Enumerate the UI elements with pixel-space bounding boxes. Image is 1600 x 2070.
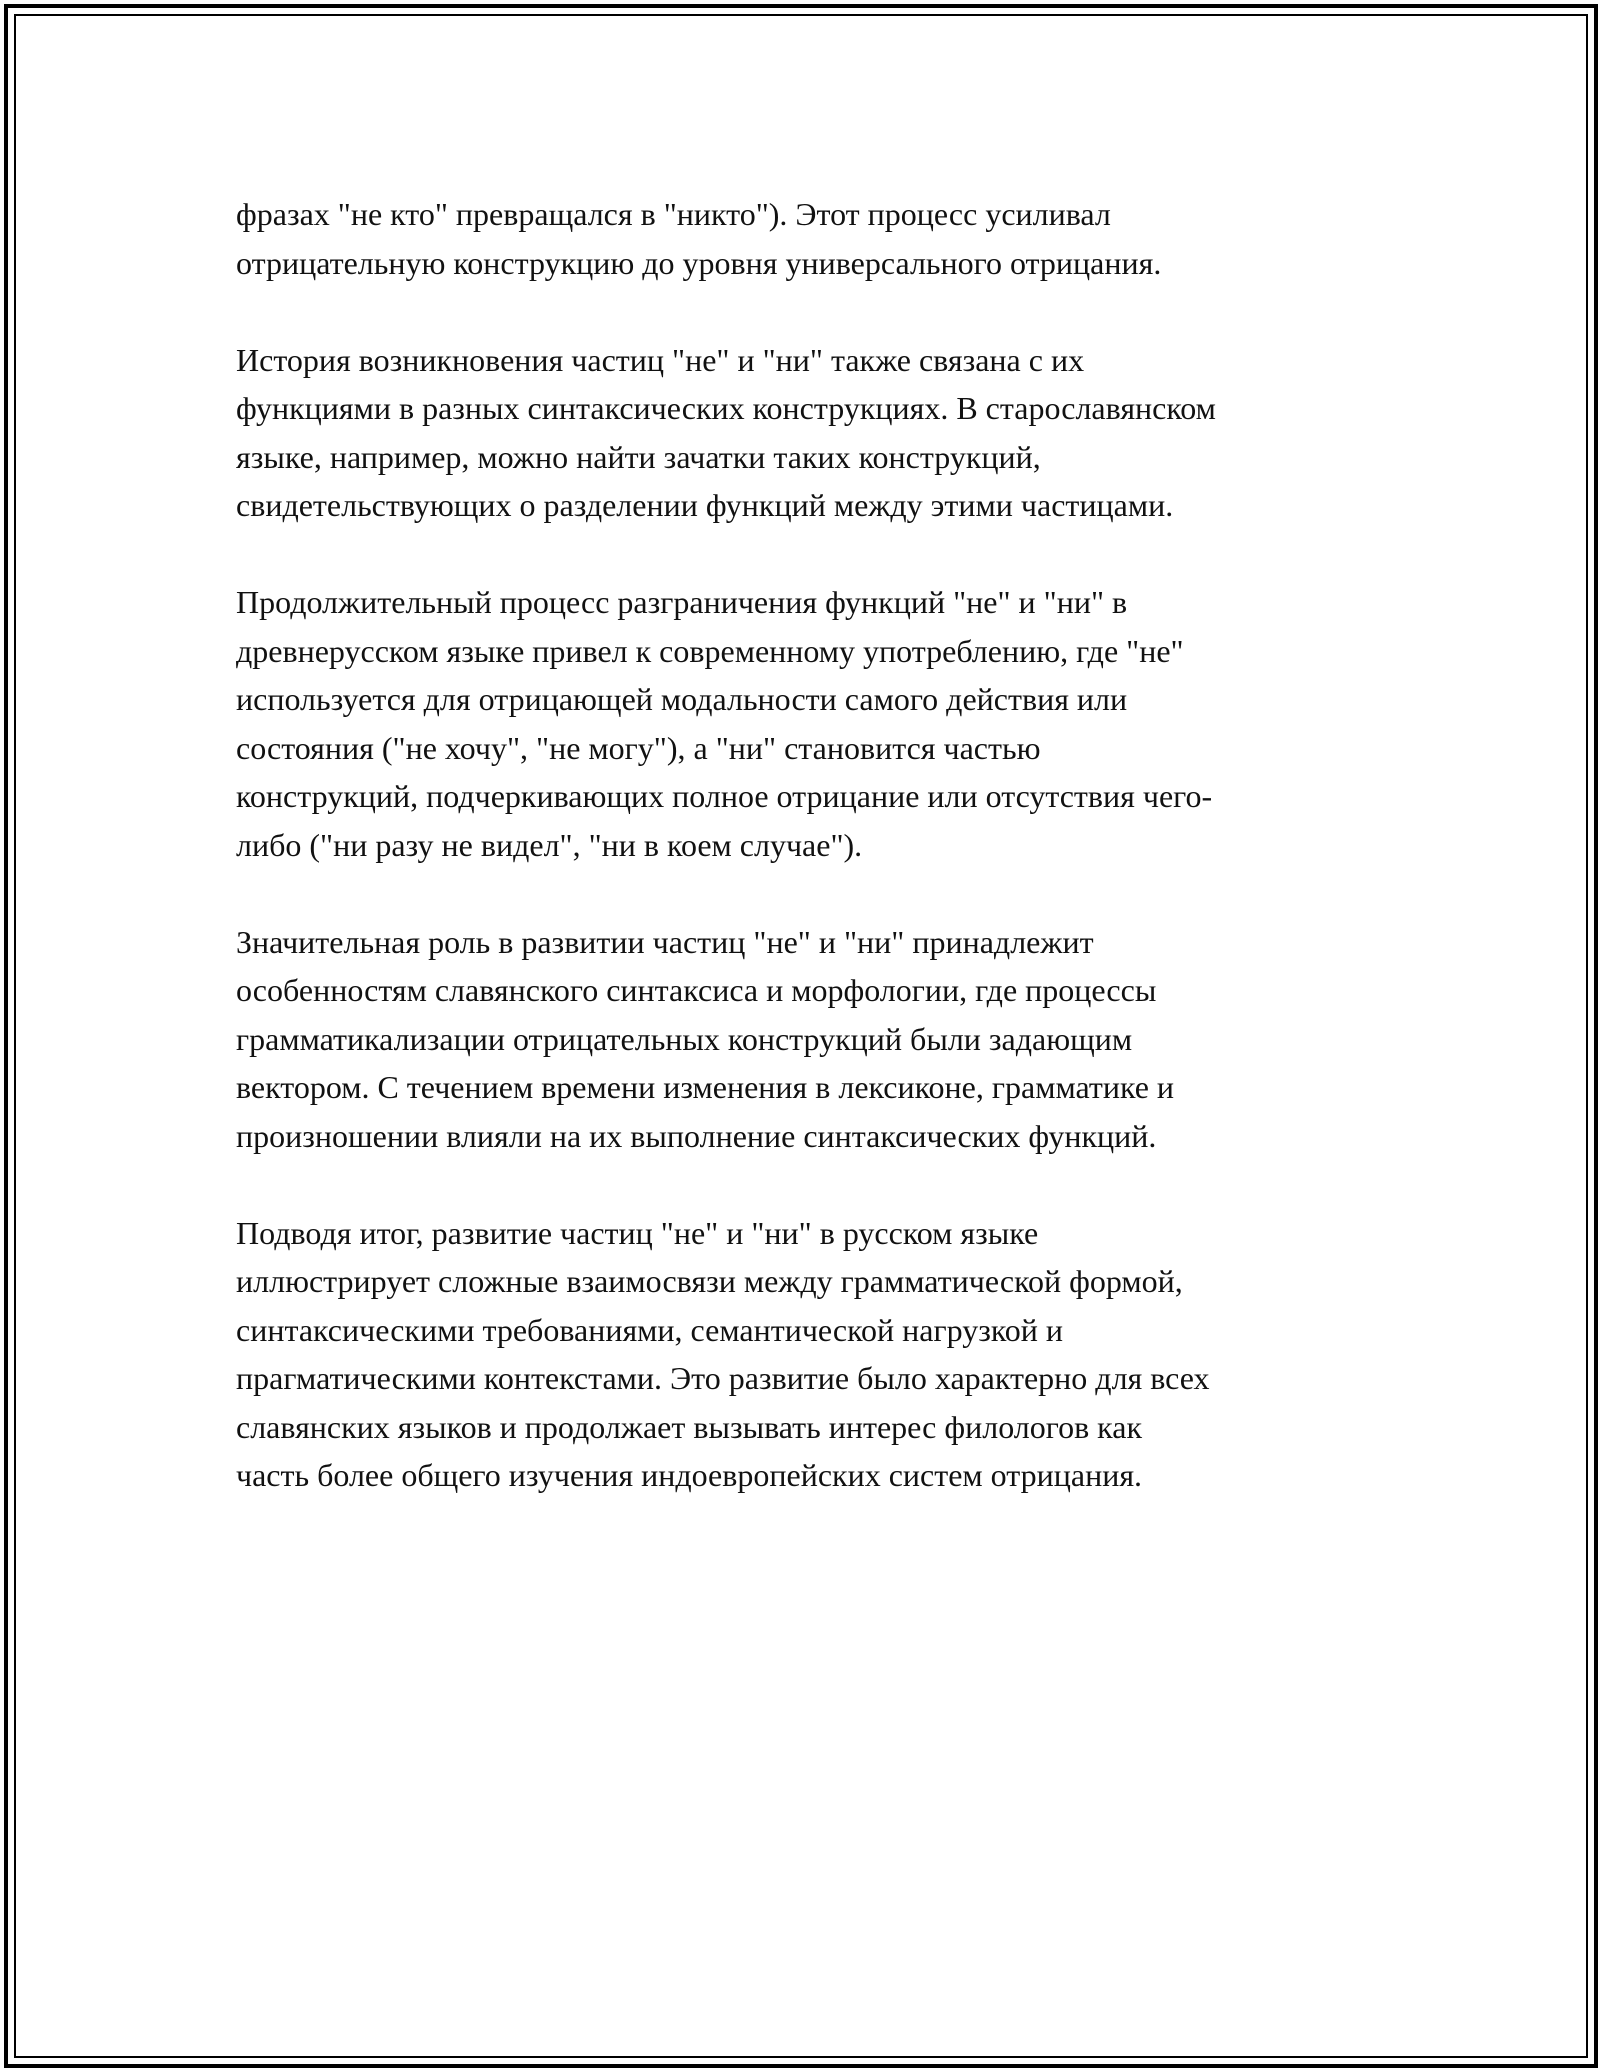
text-line: особенностям славянского синтаксиса и морфологии, где процессы xyxy=(236,972,1157,1008)
text-line: часть более общего изучения индоевропейских систем отрицания. xyxy=(236,1457,1143,1493)
text-line: либо ("ни разу не видел", "ни в коем случае"). xyxy=(236,826,863,863)
text-line: конструкций, подчеркивающих полное отрицание или отсутствия чего- xyxy=(236,778,1213,814)
text-line: фразах "не кто" превращался в "никто"). Этот процесс усиливал xyxy=(236,196,1111,232)
paragraph xyxy=(236,1209,1366,1500)
text-line: славянских языков и продолжает вызывать интерес филологов как xyxy=(236,1408,1142,1445)
text-line: языке, например, можно найти зачатки таких конструкций, xyxy=(236,438,1041,475)
text-line: грамматикализации отрицательных конструкций были задающим xyxy=(236,1020,1133,1057)
paragraph xyxy=(236,918,1366,1161)
text-line: отрицательную конструкцию до уровня универсального отрицания. xyxy=(236,244,1162,281)
document-body xyxy=(236,190,1366,1548)
text-line: используется для отрицающей модальности самого действия или xyxy=(236,681,1128,717)
text-line: прагматическими контекстами. Это развитие было характерно для всех xyxy=(236,1360,1210,1396)
text-line: Подводя итог, развитие частиц "не" и "ни" в русском языке xyxy=(236,1214,1039,1251)
text-line: История возникновения частиц "не" и "ни" также связана с их xyxy=(236,341,1085,378)
text-line: древнерусском языке привел к современному употреблению, где "не" xyxy=(236,632,1184,669)
text-line: синтаксическими требованиями, семантической нагрузкой и xyxy=(236,1311,1063,1348)
text-line: вектором. С течением времени изменения в лексиконе, грамматике и xyxy=(236,1069,1175,1105)
text-line: произношении влияли на их выполнение синтаксических функций. xyxy=(236,1117,1157,1154)
paragraph xyxy=(236,336,1366,530)
text-line: Продолжительный процесс разграничения функций "не" и "ни" в xyxy=(236,584,1128,620)
text-line: Значительная роль в развитии частиц "не" и "ни" принадлежит xyxy=(236,923,1094,960)
text-line: свидетельствующих о разделении функций между этими частицами. xyxy=(236,487,1174,523)
paragraph xyxy=(236,578,1366,869)
text-line: иллюстрирует сложные взаимосвязи между грамматической формой, xyxy=(236,1263,1183,1299)
text-line: состояния ("не хочу", "не могу"), а "ни" становится частью xyxy=(236,729,1041,766)
paragraph xyxy=(236,190,1366,287)
text-line: функциями в разных синтаксических конструкциях. В старославянском xyxy=(236,390,1216,426)
